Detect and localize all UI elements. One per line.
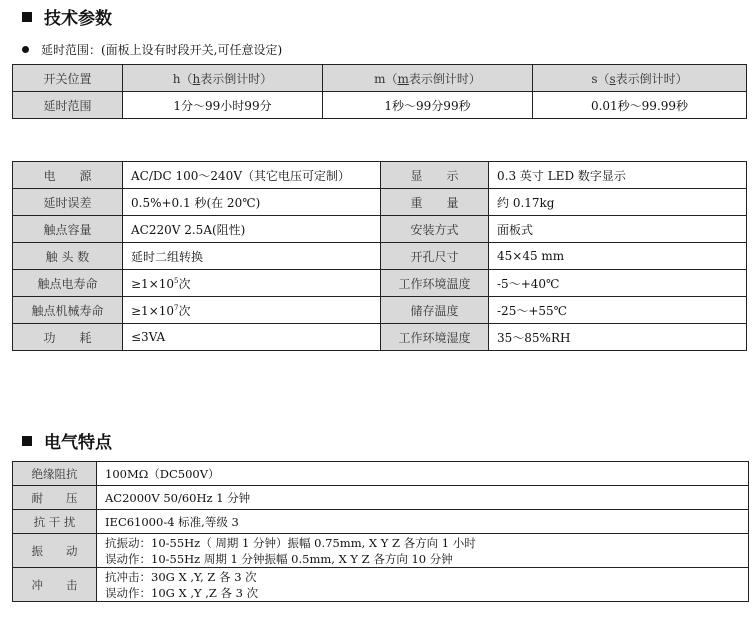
table-row [13,297,747,324]
spec-value: AC220V 2.5A(阻性) [123,216,381,243]
vibration-malfunction-line: 误动作：10-55Hz 周期 1 分钟振幅 0.5mm, X Y Z 各方向 10 分钟 [105,551,453,566]
bullet-dot-icon [22,46,29,53]
spec-key: 触 头 数 [13,243,123,270]
table-row [13,189,747,216]
square-bullet-icon [22,436,32,446]
elec-key: 振 动 [13,534,97,568]
table-row [13,162,747,189]
delay-range-header: 延时范围 [13,92,123,119]
spec-value: 面板式 [489,216,747,243]
elec-key: 绝缘阻抗 [13,462,97,486]
spec-key: 储存温度 [381,297,489,324]
spec-value: 延时二组转换 [123,243,381,270]
spec-value: 约 0.17kg [489,189,747,216]
spec-value: ≤3VA [123,324,381,351]
spec-key: 重 量 [381,189,489,216]
section-title-electrical [22,428,112,453]
table-row [13,462,749,486]
table-row [13,243,747,270]
elec-value [97,568,749,602]
delay-range-note [22,41,282,58]
elec-key: 冲 击 [13,568,97,602]
m-mode-header: m（m表示倒计时） [323,65,533,92]
spec-key: 延时误差 [13,189,123,216]
section-title-text: 电气特点 [44,433,112,453]
spec-key: 触点容量 [13,216,123,243]
spec-key: 工作环境湿度 [381,324,489,351]
table-row [13,534,749,568]
s-mode-header: s（s表示倒计时） [533,65,747,92]
spec-key: 电 源 [13,162,123,189]
spec-key: 功 耗 [13,324,123,351]
delay-range-table [12,64,747,119]
spec-key: 开孔尺寸 [381,243,489,270]
h-range-value: 1分～99小时99分 [123,92,323,119]
table-row [13,216,747,243]
spec-value: 0.3 英寸 LED 数字显示 [489,162,747,189]
table-row [13,486,749,510]
elec-key: 抗 干 扰 [13,510,97,534]
electrical-table [12,461,749,602]
shock-malfunction-line: 误动作：10G X ,Y ,Z 各 3 次 [105,585,259,600]
elec-key: 耐 压 [13,486,97,510]
elec-value [97,534,749,568]
square-bullet-icon [22,12,32,22]
spec-value: $\ge 1\times 10^7$次 [123,297,381,324]
table-row [13,510,749,534]
table-row [13,568,749,602]
spec-value: 45×45 mm [489,243,747,270]
spec-key: 安装方式 [381,216,489,243]
section-title-specs [22,4,112,29]
spec-value: AC/DC 100～240V（其它电压可定制） [123,162,381,189]
elec-value: IEC61000-4 标准,等级 3 [97,510,749,534]
spec-value: 0.5%+0.1 秒(在 20℃) [123,189,381,216]
switch-position-header: 开关位置 [13,65,123,92]
table-row [13,270,747,297]
table-row [13,65,747,92]
h-mode-header: h（h表示倒计时） [123,65,323,92]
spec-value: -25～+55℃ [489,297,747,324]
table-row [13,324,747,351]
elec-value: 100MΩ（DC500V） [97,462,749,486]
section-title-text: 技术参数 [44,9,112,29]
spec-key: 触点机械寿命 [13,297,123,324]
spec-key: 工作环境温度 [381,270,489,297]
spec-value: 35～85%RH [489,324,747,351]
table-row [13,92,747,119]
elec-value: AC2000V 50/60Hz 1 分钟 [97,486,749,510]
spec-key: 显 示 [381,162,489,189]
spec-value: -5～+40℃ [489,270,747,297]
vibration-resist-line: 抗振动：10-55Hz（ 周期 1 分钟）振幅 0.75mm, X Y Z 各方向 1 小时 [105,535,476,550]
shock-resist-line: 抗冲击：30G X ,Y, Z 各 3 次 [105,569,257,584]
spec-table [12,161,747,351]
m-range-value: 1秒～99分99秒 [323,92,533,119]
delay-range-note-text: 延时范围：(面板上设有时段开关,可任意设定) [41,43,283,57]
spec-key: 触点电寿命 [13,270,123,297]
spec-value: $\ge 1\times 10^5$次 [123,270,381,297]
s-range-value: 0.01秒～99.99秒 [533,92,747,119]
